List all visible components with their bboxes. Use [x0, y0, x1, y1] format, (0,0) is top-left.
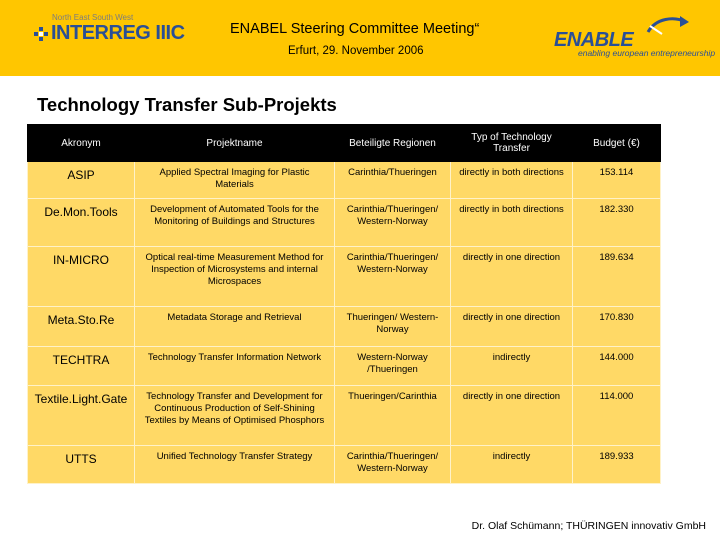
enable-tagline: enabling european entrepreneurship: [578, 48, 716, 58]
enable-arrow-icon: [642, 12, 692, 38]
table-row: [28, 247, 661, 307]
page-subtitle: Erfurt, 29. November 2006: [288, 45, 424, 57]
header-regionen: Beteiligte Regionen: [335, 125, 451, 162]
interreg-logo: INTERREG IIIC: [51, 22, 185, 44]
projects-table: [27, 124, 661, 484]
table-row: [28, 386, 661, 446]
cell-regionen: Thueringen/ Western-Norway: [335, 307, 451, 347]
cell-regionen: Carinthia/Thueringen: [335, 162, 451, 199]
cell-projektname: Technology Transfer Information Network: [135, 347, 335, 386]
table-row: [28, 307, 661, 347]
cell-budget: 114.000: [573, 386, 661, 446]
cell-transfer-type: directly in one direction: [451, 386, 573, 446]
cell-budget: 189.933: [573, 446, 661, 484]
cell-akronym: De.Mon.Tools: [28, 199, 135, 247]
cell-budget: 170.830: [573, 307, 661, 347]
page-title: ENABEL Steering Committee Meeting“: [230, 21, 480, 37]
cell-akronym: ASIP: [28, 162, 135, 199]
cell-transfer-type: directly in both directions: [451, 199, 573, 247]
cell-akronym: TECHTRA: [28, 347, 135, 386]
table-row: [28, 199, 661, 247]
cell-projektname: Metadata Storage and Retrieval: [135, 307, 335, 347]
header-budget: Budget (€): [573, 125, 661, 162]
header-projektname: Projektname: [135, 125, 335, 162]
cell-regionen: Carinthia/Thueringen/ Western-Norway: [335, 446, 451, 484]
table-row: [28, 446, 661, 484]
cell-transfer-type: directly in one direction: [451, 307, 573, 347]
cell-budget: 144.000: [573, 347, 661, 386]
header-band: [0, 0, 720, 76]
cell-projektname: Development of Automated Tools for the Monitoring of Buildings and Structures: [135, 199, 335, 247]
footer-credit: Dr. Olaf Schümann; THÜRINGEN innovativ GmbH: [471, 520, 706, 532]
table-row: [28, 162, 661, 199]
cell-budget: 189.634: [573, 247, 661, 307]
table-header-row: [28, 125, 661, 162]
cell-transfer-type: directly in one direction: [451, 247, 573, 307]
enable-logo: ENABLE: [554, 29, 634, 51]
cell-akronym: Textile.Light.Gate: [28, 386, 135, 446]
cell-projektname: Applied Spectral Imaging for Plastic Materials: [135, 162, 335, 199]
cell-projektname: Unified Technology Transfer Strategy: [135, 446, 335, 484]
header-transfer-type: Typ of Technology Transfer: [451, 125, 573, 162]
cell-transfer-type: directly in both directions: [451, 162, 573, 199]
header-akronym: Akronym: [28, 125, 135, 162]
cell-regionen: Carinthia/Thueringen/ Western-Norway: [335, 247, 451, 307]
cell-regionen: Carinthia/Thueringen/ Western-Norway: [335, 199, 451, 247]
section-title: Technology Transfer Sub-Projekts: [37, 94, 337, 115]
cell-regionen: Western-Norway /Thueringen: [335, 347, 451, 386]
cell-regionen: Thueringen/Carinthia: [335, 386, 451, 446]
cell-budget: 182.330: [573, 199, 661, 247]
interreg-small-text: North East South West: [52, 13, 134, 22]
interreg-dots-icon: [34, 27, 48, 41]
cell-akronym: UTTS: [28, 446, 135, 484]
cell-projektname: Technology Transfer and Development for Continuous Production of Self-Shining Textiles by Means of Optimised Phosphors: [135, 386, 335, 446]
cell-akronym: IN-MICRO: [28, 247, 135, 307]
cell-transfer-type: indirectly: [451, 446, 573, 484]
cell-transfer-type: indirectly: [451, 347, 573, 386]
cell-budget: 153.114: [573, 162, 661, 199]
table-row: [28, 347, 661, 386]
cell-akronym: Meta.Sto.Re: [28, 307, 135, 347]
cell-projektname: Optical real-time Measurement Method for Inspection of Microsystems and internal Microspaces: [135, 247, 335, 307]
